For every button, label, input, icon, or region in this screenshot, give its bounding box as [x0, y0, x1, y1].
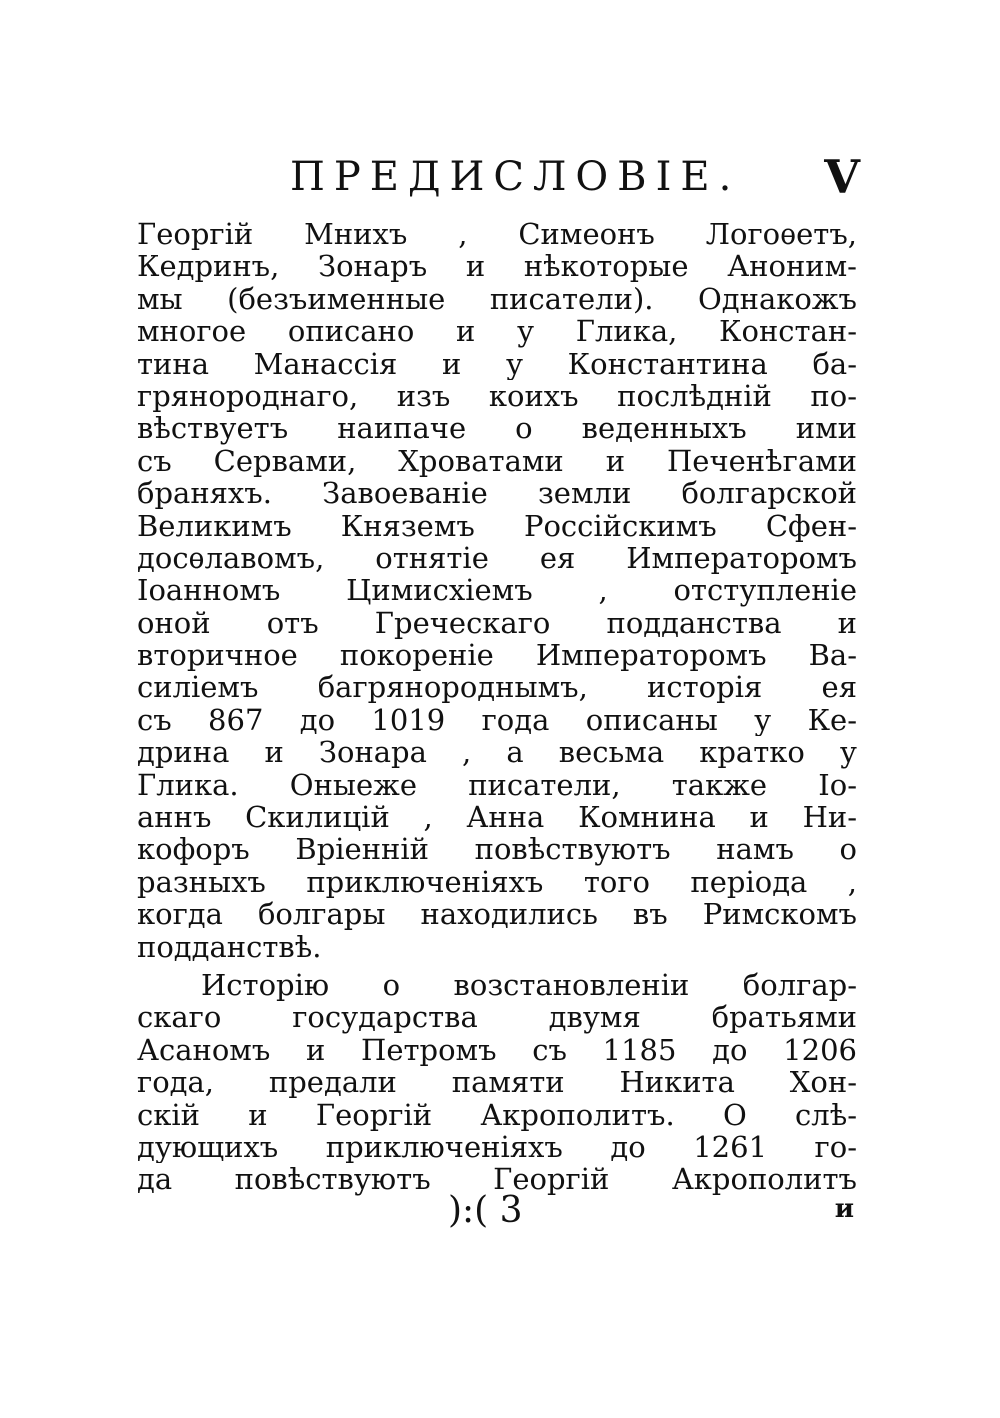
- text-line: многое описано и у Глика, Констан-: [137, 315, 857, 348]
- running-head: [130, 150, 860, 210]
- text-line: Кедринъ, Зонаръ и нѣкоторые Аноним-: [137, 250, 857, 283]
- text-line: вторичное покореніе Императоромъ Ва-: [137, 639, 857, 672]
- text-line: браняхъ. Завоеваніе земли болгарской: [137, 477, 857, 510]
- text-line: Великимъ Княземъ Россійскимъ Сфен-: [137, 509, 857, 542]
- text-line: мы (безъименные писатели). Однакожъ: [137, 282, 857, 316]
- running-title: ПРЕДИСЛОВІЕ.: [290, 154, 741, 200]
- page-number: V: [824, 150, 860, 204]
- text-line: дрина и Зонара , а весьма кратко у: [137, 736, 857, 769]
- text-line: съ Сервами, Хроватами и Печенѣгами: [137, 444, 857, 478]
- text-line: съ 867 до 1019 года описаны у Ке-: [137, 703, 857, 737]
- paragraph-2: [137, 969, 857, 1196]
- text-line: вѣствуетъ наипаче о веденныхъ ими: [137, 412, 857, 445]
- text-line: досѳлавомъ, отнятіе ея Императоромъ: [137, 541, 857, 575]
- text-line: года, предали памяти Никита Хон-: [137, 1066, 857, 1099]
- text-line: да повѣствуютъ Георгій Акрополитъ: [137, 1163, 857, 1196]
- text-line: Асаномъ и Петромъ съ 1185 до 1206: [137, 1033, 857, 1067]
- text-line: Іоанномъ Цимисхіемъ , отступленіе: [137, 574, 857, 607]
- text-line: оной отъ Греческаго подданства и: [137, 606, 857, 640]
- text-line: разныхъ приключеніяхъ того періода ,: [137, 865, 857, 899]
- text-line: грянороднаго, изъ коихъ послѣдній по-: [137, 379, 857, 413]
- text-line: Глика. Оныеже писатели, также Іо-: [137, 768, 857, 802]
- catchword: и: [834, 1194, 854, 1224]
- text-line: Георгій Мнихъ , Симеонъ Логоѳетъ,: [137, 218, 857, 251]
- body-text: [137, 218, 857, 1196]
- text-line: скій и Георгій Акрополитъ. О слѣ-: [137, 1098, 857, 1131]
- text-line: дующихъ приключеніяхъ до 1261 го-: [137, 1130, 857, 1164]
- text-line: Исторію о возстановленіи болгар-: [201, 968, 857, 1002]
- text-line: кофоръ Вріенній повѣствуютъ намъ о: [137, 833, 857, 866]
- text-line: подданствѣ.: [137, 930, 322, 963]
- signature-mark: ):( 3: [448, 1190, 523, 1231]
- paragraph-1: [137, 218, 857, 963]
- text-line: аннъ Скилицій , Анна Комнина и Ни-: [137, 801, 857, 834]
- text-line: тина Манассія и у Константина ба-: [137, 347, 857, 380]
- text-line: силіемъ багрянороднымъ, исторія ея: [137, 671, 857, 704]
- text-line: скаго государства двумя братьями: [137, 1001, 857, 1034]
- page-footer: [130, 1190, 860, 1240]
- text-line: когда болгары находились въ Римскомъ: [137, 898, 857, 931]
